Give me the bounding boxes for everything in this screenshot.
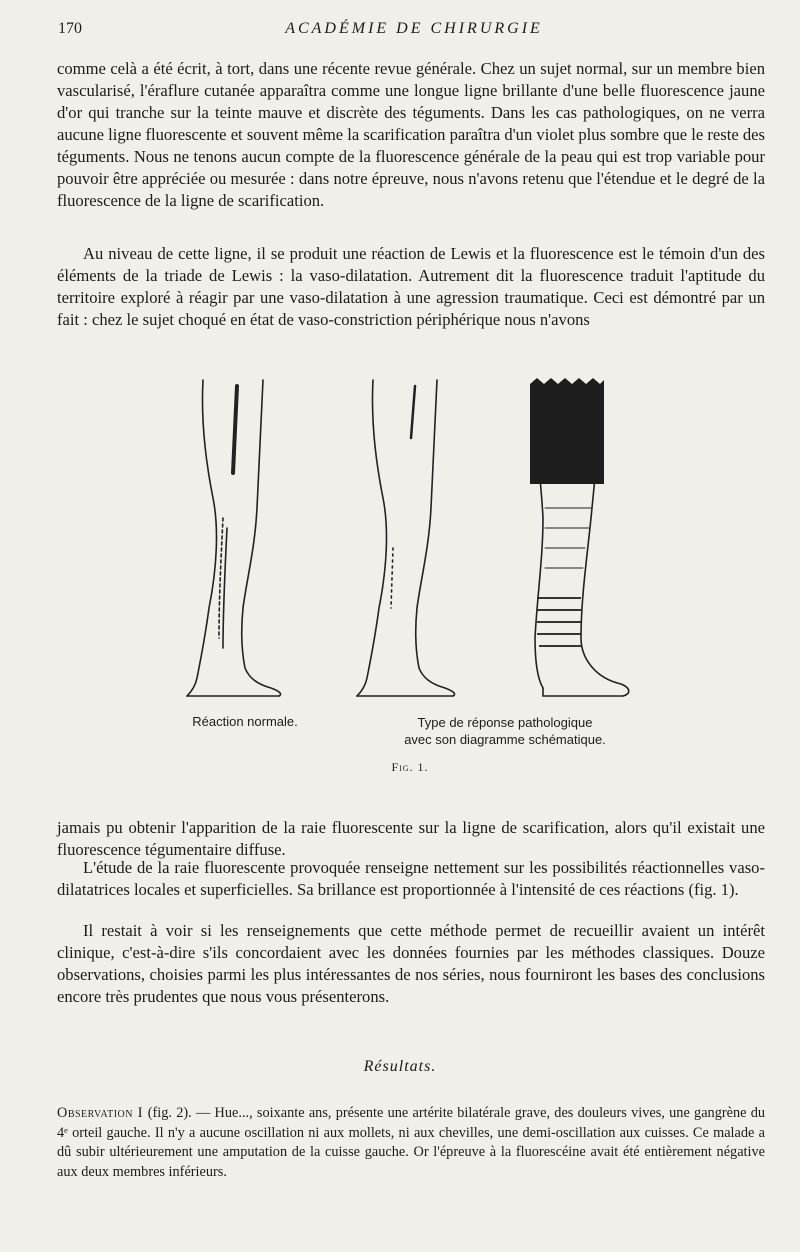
running-title: ACADÉMIE DE CHIRURGIE	[285, 20, 543, 37]
paragraph-2: Au niveau de cette ligne, il se produit une réaction de Lewis et la fluorescence est le témoin d'un des éléments de la triade de Lewis : la vaso-dilatation. Autrement dit la fluorescence traduit l'aptitude du territoire exploré à réagir par une vaso-dilatation à une agression traumatique. Ceci est démontré par un fait : chez le sujet choqué en état de vaso-constriction périphérique nous n'avons	[57, 244, 765, 329]
page-header	[58, 20, 770, 42]
diagram-dark-region	[530, 384, 604, 484]
paragraph-3: jamais pu obtenir l'apparition de la raie fluorescente sur la ligne de scarification, alors qu'il existait une fluorescence tégumentaire diffuse.	[57, 818, 765, 859]
observation-1	[57, 1104, 765, 1182]
figure-1	[175, 378, 645, 778]
observation-text: (fig. 2). — Hue..., soixante ans, présente une artérite bilatérale grave, des douleurs vives, une gangrène du 4ᵉ orteil gauche. Il n'y a aucune oscillation ni aux mollets, ni aux chevilles, une demi-oscillation aux cuisses. Ce malade a dû subir ultérieurement une amputation de la cuisse gauche. Or l'épreuve à la fluorescéine avait été entièrement négative aux deux membres inférieurs.	[57, 1105, 766, 1180]
caption-pathological	[375, 714, 635, 748]
page-number: 170	[58, 20, 82, 37]
figure-label: Fig. 1.	[391, 760, 429, 774]
caption-normal-reaction: Réaction normale.	[192, 714, 298, 729]
paragraph-1: comme celà a été écrit, à tort, dans une récente revue générale. Chez un sujet normal, sur un membre bien vascularisé, l'éraflure cutanée apparaîtra comme une longue ligne brillante d'une belle fluorescence jaune d'or qui tranche sur la teinte mauve et discrète des téguments. Dans les cas pathologiques, on ne verra aucune ligne fluorescente et souvent même la scarification paraîtra d'un violet plus sombre que le reste des téguments. Nous ne tenons aucun compte de la fluorescence générale de la peau qui est trop variable pour pouvoir être appréciée ou mesurée : dans notre épreuve, nous n'avons retenu que l'étendue et le degré de la fluorescence de la ligne de scarification.	[57, 59, 765, 210]
paragraph-4: L'étude de la raie fluorescente provoquée renseigne nettement sur les possibilités réactionnelles vaso-dilatatrices locales et superficielles. Sa brillance est proportionnée à l'intensité de ces réactions (fig. 1).	[57, 858, 765, 899]
figure-1-illustration	[175, 378, 645, 708]
observation-label: Observation I	[57, 1105, 143, 1121]
leg-normal-reaction	[187, 380, 281, 696]
caption-pathological-line1: Type de réponse pathologique	[417, 715, 593, 730]
caption-pathological-line2: avec son diagramme schématique.	[404, 732, 606, 747]
section-heading-results: Résultats.	[363, 1058, 437, 1075]
paragraph-5: Il restait à voir si les renseignements que cette méthode permet de recueillir avaient un intérêt clinique, c'est-à-dire s'ils concordaient avec les données fournies par les méthodes classiques. Douze observations, choisies parmi les plus intéressantes de nos séries, nous fourniront les bases des conclusions encore très prudentes que nous vous présenterons.	[57, 921, 765, 1006]
leg-pathological-response	[357, 380, 455, 696]
